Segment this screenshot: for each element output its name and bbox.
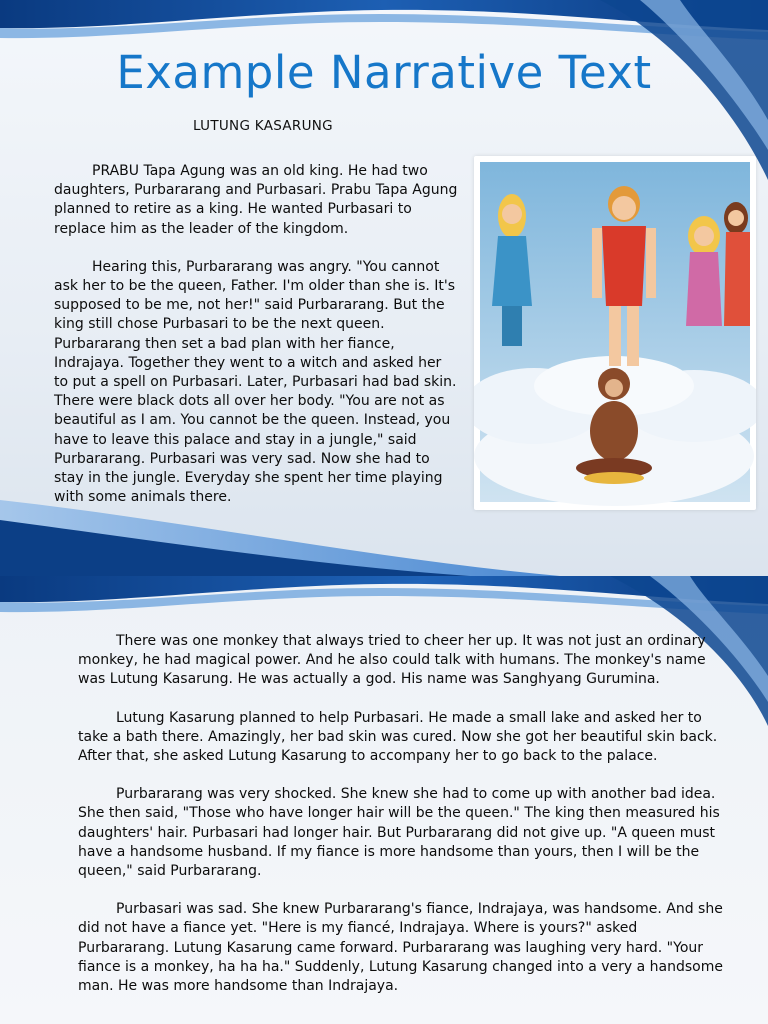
paragraph: There was one monkey that always tried to cheer her up. It was not just an ordinary monkey, he had magical power. And he also could talk with humans. The monkey's name was Lutung Kasarung. He was actually a god. His name was Sanghyang Gurumina. xyxy=(78,633,706,688)
story-text-part-2 xyxy=(78,632,726,996)
story-illustration xyxy=(474,156,756,510)
paragraph: Lutung Kasarung planned to help Purbasari. He made a small lake and asked her to take a bath there. Amazingly, her bad skin was cured. Now she got her beautiful skin back. After that, she asked Lutung Kasarung to accompany her to go back to the palace. xyxy=(78,709,718,765)
paragraph: PRABU Tapa Agung was an old king. He had two daughters, Purbararang and Purbasari. Prabu Tapa Agung planned to retire as a king. He wanted Purbasari to replace him as the leader of the kingdom. xyxy=(54,163,458,237)
story-title: LUTUNG KASARUNG xyxy=(193,118,333,134)
slide-title: Example Narrative Text xyxy=(116,46,652,99)
characters-on-clouds-illustration xyxy=(474,156,756,510)
slide-2 xyxy=(0,576,768,1024)
paragraph: Purbararang was very shocked. She knew she had to come up with another bad idea. She then said, "Those who have longer hair will be the queen." The king then measured his daughters' hair. Purbasari had longer hair. But Purbararang did not give up. "A queen must have a handsome husband. If my fiance is more handsome than yours, then I will be the queen," said Purbararang. xyxy=(78,786,720,880)
paragraph: Hearing this, Purbararang was angry. "You cannot ask her to be the queen, Father. I'm older than she is. It's supposed to be me, not her!" said Purbararang. But the king still chose Purbasari to be the next queen. Purbararang then set a bad plan with her fiance, Indrajaya. Together they went to a witch and asked her to put a spell on Purbasari. Later, Purbasari had bad skin. There were black dots all over her body. "You are not as beautiful as I am. You cannot be the queen. Instead, you have to leave this palace and stay in a jungle," said Purbararang. Purbasari was very sad. Now she had to stay in the jungle. Everyday she spent her time playing with some animals there. xyxy=(54,258,457,506)
story-text-part-1 xyxy=(54,162,459,507)
paragraph: Purbasari was sad. She knew Purbararang's fiance, Indrajaya, was handsome. And she did not have a fiance yet. "Here is my fiancé, Indrajaya. Where is yours?" asked Purbararang. Lutung Kasarung came forward. Purbararang was laughing very hard. "Your fiance is a monkey, ha ha ha." Suddenly, Lutung Kasarung changed into a very a handsome man. He was more handsome than Indrajaya. xyxy=(78,901,723,995)
